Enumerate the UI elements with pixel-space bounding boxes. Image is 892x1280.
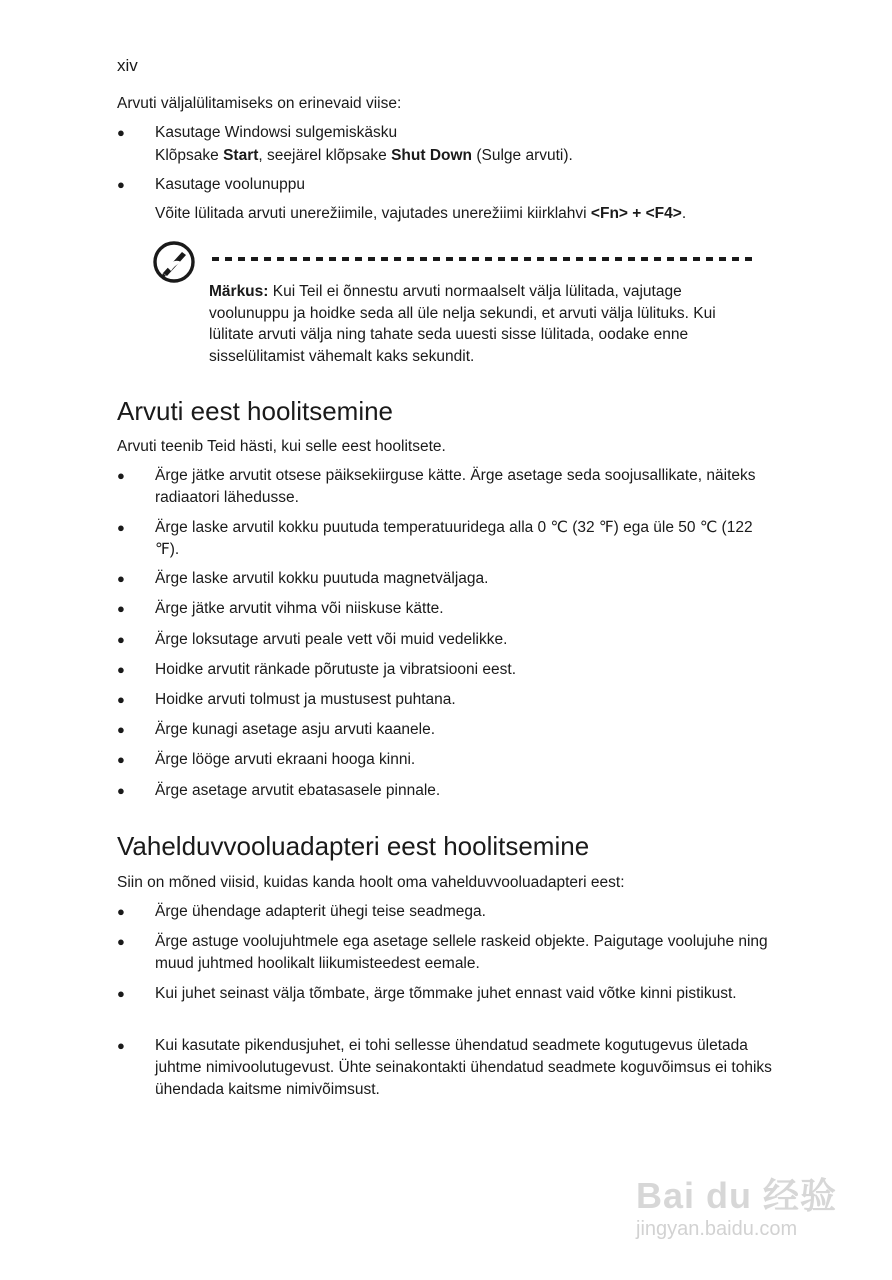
list-item [117, 659, 777, 681]
list-item [117, 598, 777, 620]
bullet: ● [117, 177, 125, 192]
text-run: . [681, 205, 687, 222]
list-item-text: Ärge jätke arvutit otsese päiksekiirguse kätte. Ärge asetage seda soojusallikate, näiteks radiaatori lähedusse. [155, 467, 756, 506]
shutdown-item-2-sub [155, 203, 686, 225]
shutdown-item-1-title: Kasutage Windowsi sulgemiskäsku [155, 124, 398, 141]
bullet: ● [117, 1038, 125, 1053]
list-item [117, 517, 777, 561]
shutdown-intro: Arvuti väljalülitamiseks on erinevaid viise: [117, 95, 402, 112]
list-item-text: Kui juhet seinast välja tõmbate, ärge tõmmake juhet ennast vaid võtke kinni pistikust. [155, 985, 737, 1002]
list-item [117, 780, 777, 802]
note-pen-icon [152, 240, 196, 284]
hotkey-label: <Fn> + <F4> [590, 205, 682, 222]
note-divider [212, 257, 758, 261]
list-item [117, 901, 777, 923]
list-item [117, 931, 777, 975]
bullet: ● [117, 986, 125, 1001]
list-item [117, 568, 777, 590]
shutdown-item-1-sub [155, 145, 573, 167]
list-item-text: Ärge loksutage arvuti peale vett või muid vedelikke. [155, 631, 508, 648]
shut-down-label: Shut Down [391, 147, 473, 164]
list-item [117, 749, 777, 771]
list-item-text: Ärge kunagi asetage asju arvuti kaanele. [155, 721, 436, 738]
watermark-logo: Bai du 经验 [636, 1175, 838, 1216]
section2-intro: Siin on mõned viisid, kuidas kanda hoolt oma vahelduvvooluadapteri eest: [117, 874, 625, 891]
list-item-text: Hoidke arvuti tolmust ja mustusest puhtana. [155, 691, 456, 708]
shutdown-item-1 [117, 122, 777, 144]
list-item-text: Hoidke arvutit ränkade põrutuste ja vibratsiooni eest. [155, 661, 517, 678]
section1-heading: Arvuti eest hoolitsemine [117, 396, 394, 426]
shutdown-item-2-title: Kasutage voolunuppu [155, 176, 305, 193]
bullet: ● [117, 601, 125, 616]
list-item [117, 629, 777, 651]
note-label: Märkus: [209, 283, 269, 300]
list-item-text: Ärge laske arvutil kokku puutuda magnetväljaga. [155, 570, 489, 587]
bullet: ● [117, 571, 125, 586]
list-item-text: Ärge lööge arvuti ekraani hooga kinni. [155, 751, 416, 768]
section1-intro: Arvuti teenib Teid hästi, kui selle eest hoolitsete. [117, 438, 446, 455]
watermark-url: jingyan.baidu.com [636, 1218, 798, 1240]
list-item [117, 983, 777, 1005]
bullet: ● [117, 904, 125, 919]
text-run: Klõpsake [155, 147, 224, 164]
bullet: ● [117, 662, 125, 677]
bullet: ● [117, 752, 125, 767]
bullet: ● [117, 722, 125, 737]
section2-heading: Vahelduvvooluadapteri eest hoolitsemine [117, 831, 590, 861]
list-item-text: Ärge ühendage adapterit ühegi teise seadmega. [155, 903, 486, 920]
list-item-text: Ärge jätke arvutit vihma või niiskuse kätte. [155, 600, 444, 617]
shutdown-item-2 [117, 174, 777, 196]
text-run: Võite lülitada arvuti unerežiimile, vajutades unerežiimi kiirklahvi [155, 205, 591, 222]
list-item-text: Ärge astuge voolujuhtmele ega asetage sellele raskeid objekte. Paigutage voolujuhe ning muud juhtmed hoolikalt liikumisteedest eemale. [155, 933, 768, 972]
bullet: ● [117, 520, 125, 535]
list-item [117, 1035, 777, 1101]
note-text [209, 281, 749, 367]
text-run: , seejärel klõpsake [258, 147, 392, 164]
bullet: ● [117, 692, 125, 707]
list-item [117, 465, 777, 509]
list-item-text: Ärge laske arvutil kokku puutuda temperatuuridega alla 0 ℃ (32 ℉) ega üle 50 ℃ (122 ℉). [155, 519, 753, 558]
page-number: xiv [117, 56, 138, 75]
list-item-text: Kui kasutate pikendusjuhet, ei tohi sellesse ühendatud seadmete kogutugevus ületada juhtme nimivoolutugevust. Ühte seinakontakti ühendatud seadmete koguvõimsus ei tohiks ühendada kaitsme nimivõimsust. [155, 1037, 772, 1098]
start-label: Start [223, 147, 259, 164]
bullet: ● [117, 468, 125, 483]
bullet: ● [117, 934, 125, 949]
bullet: ● [117, 783, 125, 798]
baidu-watermark [636, 1152, 846, 1252]
bullet: ● [117, 125, 125, 140]
bullet: ● [117, 632, 125, 647]
note-body: Kui Teil ei õnnestu arvuti normaalselt välja lülitada, vajutage voolunuppu ja hoidke seda all üle nelja sekundi, et arvuti välja lülituks. Kui lülitate arvuti välja ning tahate seda uuesti sisse lülitada, oodake enne sisselülitamist vähemalt kaks sekundit. [209, 283, 716, 365]
list-item-text: Ärge asetage arvutit ebatasasele pinnale. [155, 782, 441, 799]
list-item [117, 719, 777, 741]
text-run: (Sulge arvuti). [472, 147, 573, 164]
list-item [117, 689, 777, 711]
